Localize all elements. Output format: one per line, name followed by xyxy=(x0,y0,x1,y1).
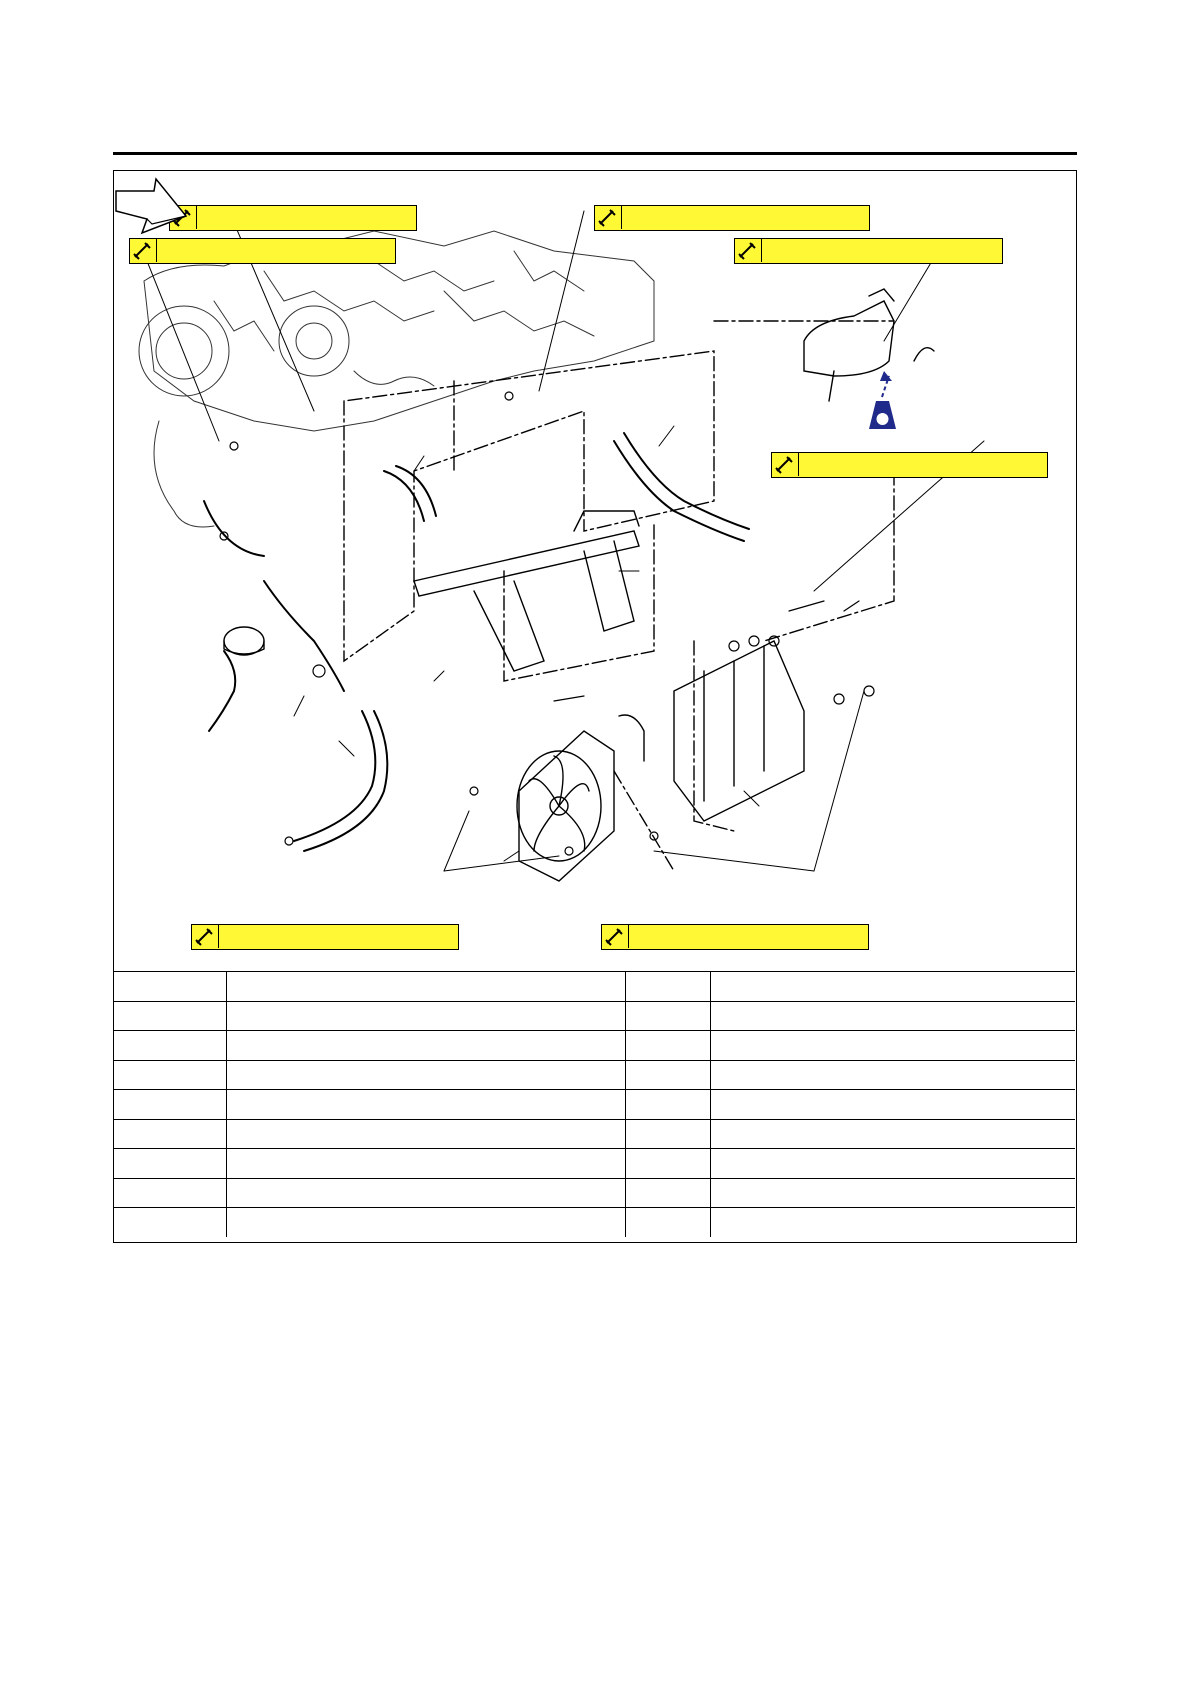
coolant-reservoir xyxy=(804,289,934,401)
torque-label xyxy=(191,924,459,950)
table-cell xyxy=(711,1060,1076,1090)
engine-outline xyxy=(139,231,654,527)
radiator-bracket xyxy=(414,511,639,671)
table-cell xyxy=(711,1001,1076,1031)
exploded-diagram xyxy=(114,171,1075,971)
table-cell xyxy=(711,972,1076,1002)
wrench-torque-icon xyxy=(595,206,622,229)
table-row xyxy=(114,1090,1075,1120)
table-cell xyxy=(114,1001,227,1031)
table-cell xyxy=(114,1119,227,1149)
table-cell xyxy=(626,1149,711,1179)
table-cell xyxy=(114,1149,227,1179)
table-cell xyxy=(626,1090,711,1120)
radiator-cap xyxy=(224,627,264,655)
table-cell xyxy=(227,1001,626,1031)
wrench-torque-icon xyxy=(772,453,799,476)
table-cell xyxy=(227,1060,626,1090)
table-row xyxy=(114,1208,1075,1237)
table-row xyxy=(114,1001,1075,1031)
torque-label xyxy=(771,452,1048,478)
header-rule xyxy=(113,152,1077,155)
wrench-torque-icon xyxy=(130,239,157,262)
table-cell xyxy=(114,1060,227,1090)
table-cell xyxy=(227,1090,626,1120)
wrench-torque-icon xyxy=(735,239,762,262)
table-cell xyxy=(711,1149,1076,1179)
table-cell xyxy=(114,1208,227,1237)
table-cell xyxy=(227,1208,626,1237)
callout-ticks xyxy=(294,426,759,861)
front-direction-arrow-icon xyxy=(114,171,194,241)
table-cell xyxy=(114,1031,227,1061)
table-cell xyxy=(626,972,711,1002)
table-cell xyxy=(711,1208,1076,1237)
table-cell xyxy=(114,972,227,1002)
parts-table xyxy=(114,971,1075,1237)
wrench-torque-icon xyxy=(602,925,629,948)
table-cell xyxy=(626,1208,711,1237)
table-row xyxy=(114,1119,1075,1149)
radiator-assembly-drawing xyxy=(114,171,1075,971)
thread-locker-icon xyxy=(869,371,896,429)
table-cell xyxy=(114,1090,227,1120)
table-cell xyxy=(227,972,626,1002)
table-cell xyxy=(626,1031,711,1061)
table-cell xyxy=(227,1031,626,1061)
table-cell xyxy=(711,1090,1076,1120)
table-cell xyxy=(227,1119,626,1149)
table-row xyxy=(114,1060,1075,1090)
table-cell xyxy=(227,1178,626,1208)
table-cell xyxy=(626,1060,711,1090)
table-row xyxy=(114,972,1075,1002)
torque-label xyxy=(601,924,869,950)
torque-label xyxy=(169,205,417,231)
wrench-torque-icon xyxy=(192,925,219,948)
table-cell xyxy=(626,1001,711,1031)
table-cell xyxy=(626,1119,711,1149)
table-cell xyxy=(711,1031,1076,1061)
table-cell xyxy=(711,1119,1076,1149)
table-cell xyxy=(114,1178,227,1208)
cooling-fan xyxy=(517,731,614,881)
diagram-frame xyxy=(113,170,1077,1243)
table-cell xyxy=(227,1149,626,1179)
table-row xyxy=(114,1031,1075,1061)
torque-label xyxy=(594,205,870,231)
torque-label xyxy=(734,238,1003,264)
table-row xyxy=(114,1178,1075,1208)
torque-label xyxy=(129,238,396,264)
radiator-core xyxy=(619,641,804,821)
table-cell xyxy=(626,1178,711,1208)
table-row xyxy=(114,1149,1075,1179)
leader-lines xyxy=(139,211,984,871)
table-cell xyxy=(711,1178,1076,1208)
